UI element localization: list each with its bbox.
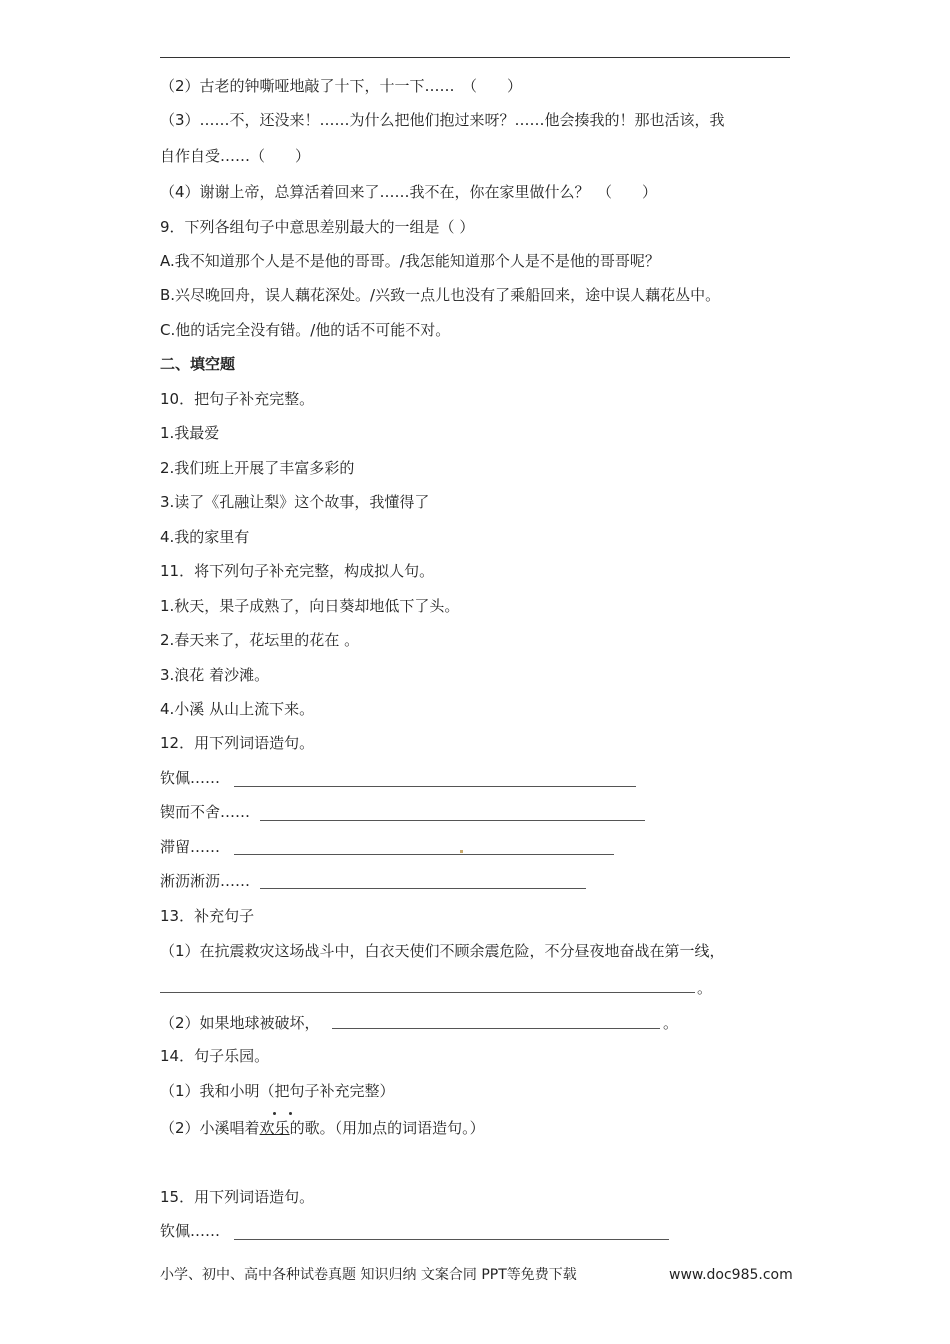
footer-website: www.doc985.com <box>669 1267 793 1283</box>
section-heading-fill-in: 二、填空题 <box>160 355 236 373</box>
question-9-option-b: B.兴尽晚回舟，误人藕花深处。/兴致一点儿也没有了乘船回来，途中误人藕花丛中。 <box>160 286 721 304</box>
question-13-stem: 13．补充句子 <box>160 907 255 925</box>
question-12-word-3: 滞留…… <box>160 838 221 856</box>
answer-blank <box>234 786 636 787</box>
question-12-word-2: 锲而不舍…… <box>160 803 251 821</box>
answer-blank <box>234 854 614 855</box>
answer-blank <box>332 1028 660 1029</box>
question-11-item-4: 4.小溪 从山上流下来。 <box>160 700 315 718</box>
question-13-item-2: （2）如果地球被破坏， <box>160 1014 320 1032</box>
question-11-item-3: 3.浪花 着沙滩。 <box>160 666 270 684</box>
question-8-item-2: （2）古老的钟嘶哑地敲了十下，十一下…… （ ） <box>160 77 523 95</box>
question-12-stem: 12．用下列词语造句。 <box>160 734 315 752</box>
question-14-item-1: （1）我和小明（把句子补充完整） <box>160 1082 395 1100</box>
question-10-item-4: 4.我的家里有 <box>160 528 250 546</box>
answer-blank <box>260 888 586 889</box>
question-8-item-3-line-1: （3）……不，还没来！……为什么把他们抱过来呀？……他会揍我的！那也活该，我 <box>160 111 725 129</box>
question-11-item-1: 1.秋天，果子成熟了，向日葵却地低下了头。 <box>160 597 460 615</box>
question-14-item-2-prefix: （2）小溪唱着 <box>160 1119 260 1137</box>
question-9-option-c: C.他的话完全没有错。/他的话不可能不对。 <box>160 321 451 339</box>
question-8-item-4: （4）谢谢上帝，总算活着回来了……我不在，你在家里做什么？ （ ） <box>160 183 658 201</box>
question-14-item-2-suffix: 的歌。（用加点的词语造句。） <box>289 1119 485 1137</box>
question-14-stem: 14．句子乐园。 <box>160 1047 270 1065</box>
question-15-stem: 15．用下列词语造句。 <box>160 1188 315 1206</box>
question-11-item-2: 2.春天来了，花坛里的花在 。 <box>160 631 360 649</box>
question-9-option-a: A.我不知道那个人是不是他的哥哥。/我怎能知道那个人是不是他的哥哥呢？ <box>160 252 660 270</box>
answer-blank <box>160 992 695 993</box>
question-10-stem: 10．把句子补充完整。 <box>160 390 315 408</box>
question-11-stem: 11．将下列句子补充完整，构成拟人句。 <box>160 562 435 580</box>
question-10-item-3: 3.读了《孔融让梨》这个故事，我懂得了 <box>160 493 430 511</box>
footer-slogan: 小学、初中、高中各种试卷真题 知识归纳 文案合同 PPT等免费下载 <box>160 1267 577 1283</box>
header-rule <box>160 57 790 58</box>
emphasis-dot <box>273 1112 276 1115</box>
question-8-item-3-line-2: 自作自受……（ ） <box>160 147 311 165</box>
question-9-stem: 9．下列各组句子中意思差别最大的一组是（ ） <box>160 218 475 236</box>
sentence-end-mark: 。 <box>697 979 713 997</box>
sentence-end-mark: 。 <box>663 1014 679 1032</box>
question-13-item-1: （1）在抗震救灾这场战斗中，白衣天使们不顾余震危险，不分昼夜地奋战在第一线， <box>160 942 725 960</box>
question-10-item-1: 1.我最爱 <box>160 424 220 442</box>
question-12-word-1: 钦佩…… <box>160 769 221 787</box>
question-10-item-2: 2.我们班上开展了丰富多彩的 <box>160 459 355 477</box>
scan-mark <box>460 850 463 853</box>
emphasized-word: 欢乐 <box>259 1119 290 1137</box>
answer-blank <box>260 820 645 821</box>
emphasis-dot <box>289 1112 292 1115</box>
question-15-word-1: 钦佩…… <box>160 1222 221 1240</box>
answer-blank <box>234 1239 669 1240</box>
question-12-word-4: 淅沥淅沥…… <box>160 872 251 890</box>
question-14-item-2 <box>160 1118 485 1138</box>
